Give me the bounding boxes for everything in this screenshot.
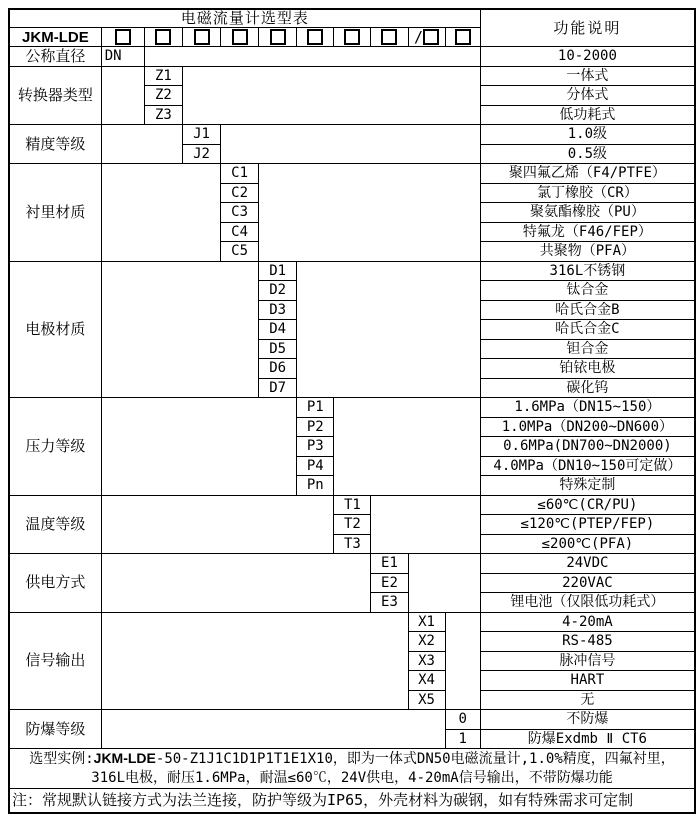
spacer xyxy=(259,164,481,262)
option-code: E1 xyxy=(371,554,408,574)
option-desc: 聚氨酯橡胶（PU） xyxy=(480,203,695,223)
option-code: D4 xyxy=(259,320,297,340)
spacer xyxy=(101,710,445,749)
spacer xyxy=(101,261,258,398)
slot-prefix: / xyxy=(414,27,424,46)
option-desc: ≤120℃(PTEP/FEP) xyxy=(480,515,695,535)
checkbox-icon xyxy=(115,29,131,45)
checkbox-icon xyxy=(455,29,471,45)
option-desc: 24VDC xyxy=(480,554,695,574)
code-slot-5[interactable] xyxy=(259,28,297,47)
option-code: D2 xyxy=(259,281,297,301)
option-code: P4 xyxy=(297,456,334,476)
option-code: E2 xyxy=(371,573,408,593)
checkbox-icon xyxy=(344,29,360,45)
option-desc: 钽合金 xyxy=(480,339,695,359)
spacer xyxy=(408,554,480,613)
option-code: D7 xyxy=(259,378,297,398)
row-label-explosion-proof: 防爆等级 xyxy=(9,710,101,749)
row-label-diameter: 公称直径 xyxy=(9,47,101,67)
selection-table xyxy=(8,8,696,814)
option-code: C5 xyxy=(221,242,259,262)
function-column-header: 功能说明 xyxy=(480,9,695,47)
option-desc: 分体式 xyxy=(480,86,695,106)
option-code: DN xyxy=(101,47,144,67)
code-slot-9[interactable] xyxy=(408,28,445,47)
option-code: C3 xyxy=(221,203,259,223)
option-desc: 0.6MPa(DN700~DN2000) xyxy=(480,437,695,457)
checkbox-icon xyxy=(270,29,286,45)
checkbox-icon xyxy=(307,29,323,45)
example-prefix: 选型实例: xyxy=(29,751,94,768)
option-code: J1 xyxy=(182,125,220,145)
row-label-accuracy: 精度等级 xyxy=(9,125,101,164)
option-desc: 316L不锈钢 xyxy=(480,261,695,281)
option-code: T1 xyxy=(334,495,371,515)
selection-example xyxy=(9,749,695,789)
option-desc: RS-485 xyxy=(480,632,695,652)
spacer xyxy=(221,125,481,164)
option-code: 0 xyxy=(445,710,480,730)
option-code: Z3 xyxy=(144,105,182,125)
option-desc: 0.5级 xyxy=(480,144,695,164)
spacer xyxy=(101,398,296,496)
option-desc: 无 xyxy=(480,690,695,710)
checkbox-icon xyxy=(232,29,248,45)
option-desc: 1.0级 xyxy=(480,125,695,145)
option-code: X4 xyxy=(408,671,445,691)
option-code: D5 xyxy=(259,339,297,359)
option-desc: 1.0MPa（DN200~DN600） xyxy=(480,417,695,437)
option-desc: 4-20mA xyxy=(480,612,695,632)
option-code: X3 xyxy=(408,651,445,671)
option-desc: ≤200℃(PFA) xyxy=(480,534,695,554)
option-desc: 哈氏合金B xyxy=(480,300,695,320)
row-label-power-supply: 供电方式 xyxy=(9,554,101,613)
option-code: C4 xyxy=(221,222,259,242)
option-code: P2 xyxy=(297,417,334,437)
model-prefix: JKM-LDE xyxy=(9,28,101,47)
example-rest: -50-Z1J1C1D1P1T1E1X10，即为一体式DN50电磁流量计,1.0%精度，四氟衬里， xyxy=(155,751,675,768)
row-label-pressure: 压力等级 xyxy=(9,398,101,496)
spacer xyxy=(334,398,480,496)
row-label-electrode: 电极材质 xyxy=(9,261,101,398)
spacer xyxy=(445,612,480,710)
checkbox-icon xyxy=(381,29,397,45)
option-desc: 锂电池（仅限低功耗式） xyxy=(480,593,695,613)
option-code: C1 xyxy=(221,164,259,184)
option-code: Pn xyxy=(297,476,334,496)
option-code: D3 xyxy=(259,300,297,320)
option-desc: 共聚物（PFA） xyxy=(480,242,695,262)
spacer xyxy=(182,66,480,125)
option-code: D6 xyxy=(259,359,297,379)
option-desc: 脉冲信号 xyxy=(480,651,695,671)
option-desc: 氯丁橡胶（CR） xyxy=(480,183,695,203)
example-line-1 xyxy=(10,749,694,769)
option-code: J2 xyxy=(182,144,220,164)
option-code: P3 xyxy=(297,437,334,457)
option-desc: 特殊定制 xyxy=(480,476,695,496)
code-slot-4[interactable] xyxy=(221,28,259,47)
option-desc: 碳化钨 xyxy=(480,378,695,398)
option-code: X2 xyxy=(408,632,445,652)
option-desc: 防爆Exdmb Ⅱ CT6 xyxy=(480,729,695,749)
example-model: JKM-LDE xyxy=(93,750,156,767)
option-code: T2 xyxy=(334,515,371,535)
option-code: C2 xyxy=(221,183,259,203)
code-slot-7[interactable] xyxy=(334,28,371,47)
code-slot-3[interactable] xyxy=(182,28,220,47)
option-code: X5 xyxy=(408,690,445,710)
option-code: X1 xyxy=(408,612,445,632)
option-desc: 10-2000 xyxy=(480,47,695,67)
spacer xyxy=(297,261,481,398)
page-title: 电磁流量计选型表 xyxy=(9,9,480,28)
spacer xyxy=(101,495,334,554)
option-desc: 220VAC xyxy=(480,573,695,593)
row-label-signal-output: 信号输出 xyxy=(9,612,101,710)
spacer xyxy=(101,612,408,710)
option-desc: 一体式 xyxy=(480,66,695,86)
option-desc: 特氟龙（F46/FEP） xyxy=(480,222,695,242)
code-slot-6[interactable] xyxy=(297,28,334,47)
option-desc: 低功耗式 xyxy=(480,105,695,125)
example-line-2: 316L电极，耐压1.6MPa，耐温≤60℃，24V供电，4-20mA信号输出，不带防爆功能 xyxy=(91,770,613,787)
option-desc: 1.6MPa（DN15~150） xyxy=(480,398,695,418)
checkbox-icon xyxy=(155,29,171,45)
option-code: Z1 xyxy=(144,66,182,86)
spacer xyxy=(101,66,144,125)
option-code: D1 xyxy=(259,261,297,281)
option-desc: 哈氏合金C xyxy=(480,320,695,340)
code-slot-2[interactable] xyxy=(144,28,182,47)
spacer xyxy=(371,495,480,554)
option-desc: 聚四氟乙烯（F4/PTFE） xyxy=(480,164,695,184)
option-code: Z2 xyxy=(144,86,182,106)
code-slot-1[interactable] xyxy=(101,28,144,47)
checkbox-icon xyxy=(194,29,210,45)
code-slot-8[interactable] xyxy=(371,28,408,47)
checkbox-icon xyxy=(423,29,439,45)
option-desc: 4.0MPa（DN10~150可定做） xyxy=(480,456,695,476)
note-text: 注：常规默认链接方式为法兰连接，防护等级为IP65，外壳材料为碳钢，如有特殊需求可定制 xyxy=(9,789,695,814)
option-desc: 铂铱电极 xyxy=(480,359,695,379)
row-label-converter-type: 转换器类型 xyxy=(9,66,101,125)
option-desc: ≤60℃(CR/PU) xyxy=(480,495,695,515)
option-code: P1 xyxy=(297,398,334,418)
spacer xyxy=(144,47,480,67)
option-code: E3 xyxy=(371,593,408,613)
option-desc: 钛合金 xyxy=(480,281,695,301)
row-label-lining: 衬里材质 xyxy=(9,164,101,262)
option-desc: HART xyxy=(480,671,695,691)
spacer xyxy=(101,554,371,613)
code-slot-10[interactable] xyxy=(445,28,480,47)
spacer xyxy=(101,164,220,262)
option-desc: 不防爆 xyxy=(480,710,695,730)
row-label-temperature: 温度等级 xyxy=(9,495,101,554)
option-code: T3 xyxy=(334,534,371,554)
spacer xyxy=(101,125,182,164)
option-code: 1 xyxy=(445,729,480,749)
